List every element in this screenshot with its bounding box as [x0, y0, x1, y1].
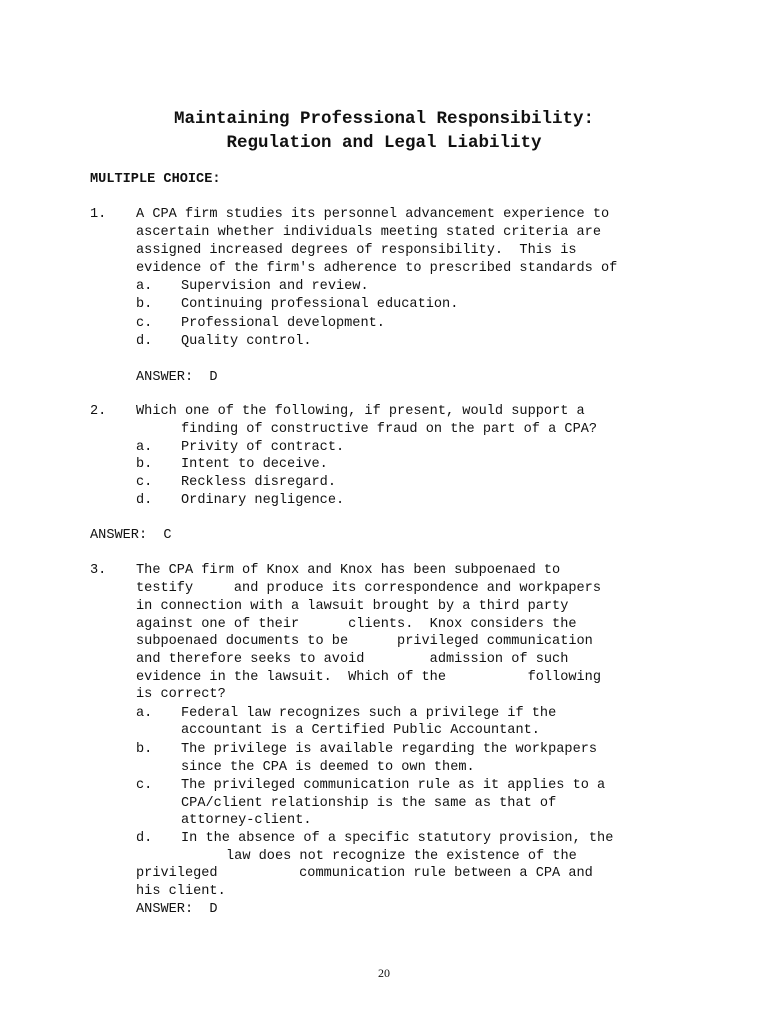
option-text: Intent to deceive. [181, 457, 328, 472]
page-title [0, 107, 768, 155]
question-stem-line: The CPA firm of Knox and Knox has been subpoenaed to [136, 563, 561, 578]
option-letter: d. [136, 493, 153, 508]
section-heading: MULTIPLE CHOICE: [90, 172, 221, 187]
question-stem-line: evidence of the firm's adherence to prescribed standards of [136, 261, 618, 276]
question-number: 2. [90, 404, 107, 419]
question-stem-line: finding of constructive fraud on the part of a CPA? [181, 422, 598, 437]
question-stem-line: and therefore seeks to avoid admission of such [136, 652, 569, 667]
option-text: Federal law recognizes such a privilege if the [181, 706, 557, 721]
option-text: In the absence of a specific statutory provision, the [181, 831, 614, 846]
option-text: Quality control. [181, 334, 312, 349]
question-stem-line: against one of their clients. Knox considers the [136, 617, 577, 632]
question-stem-line: in connection with a lawsuit brought by a third party [136, 599, 569, 614]
option-text: Continuing professional education. [181, 297, 459, 312]
option-text: Professional development. [181, 316, 385, 331]
option-text: privileged communication rule between a CPA and [136, 866, 593, 881]
answer-line: ANSWER: D [136, 370, 218, 385]
question-stem-line: is correct? [136, 687, 226, 702]
option-letter: b. [136, 457, 153, 472]
option-letter: a. [136, 706, 153, 721]
answer-line: ANSWER: D [136, 902, 218, 917]
option-letter: a. [136, 440, 153, 455]
option-text: The privilege is available regarding the workpapers [181, 742, 598, 757]
option-letter: d. [136, 831, 153, 846]
option-letter: a. [136, 279, 153, 294]
option-text: The privileged communication rule as it applies to a [181, 778, 606, 793]
answer-line: ANSWER: C [90, 528, 172, 543]
option-letter: c. [136, 475, 153, 490]
option-letter: c. [136, 316, 153, 331]
question-stem-line: Which one of the following, if present, would support a [136, 404, 585, 419]
question-stem-line: ascertain whether individuals meeting stated criteria are [136, 225, 601, 240]
option-text: CPA/client relationship is the same as that of [181, 796, 557, 811]
option-text: law does not recognize the existence of the [226, 849, 577, 864]
option-text: his client. [136, 884, 226, 899]
option-letter: b. [136, 742, 153, 757]
question-number: 3. [90, 563, 107, 578]
page-number: 20 [378, 966, 390, 980]
question-stem-line: testify and produce its correspondence and workpapers [136, 581, 601, 596]
title-line-1: Maintaining Professional Responsibility: [173, 109, 595, 129]
question-stem-line: subpoenaed documents to be privileged communication [136, 634, 593, 649]
question-number: 1. [90, 207, 107, 222]
option-text: Reckless disregard. [181, 475, 336, 490]
option-letter: b. [136, 297, 153, 312]
option-text: since the CPA is deemed to own them. [181, 760, 475, 775]
question-stem-line: A CPA firm studies its personnel advancement experience to [136, 207, 610, 222]
question-stem-line: evidence in the lawsuit. Which of the following [136, 670, 601, 685]
option-text: accountant is a Certified Public Accountant. [181, 723, 540, 738]
option-text: Supervision and review. [181, 279, 369, 294]
question-stem-line: assigned increased degrees of responsibility. This is [136, 243, 577, 258]
option-letter: d. [136, 334, 153, 349]
option-text: Privity of contract. [181, 440, 345, 455]
option-text: Ordinary negligence. [181, 493, 345, 508]
title-line-2: Regulation and Legal Liability [226, 133, 542, 153]
option-letter: c. [136, 778, 153, 793]
option-text: attorney-client. [181, 813, 312, 828]
